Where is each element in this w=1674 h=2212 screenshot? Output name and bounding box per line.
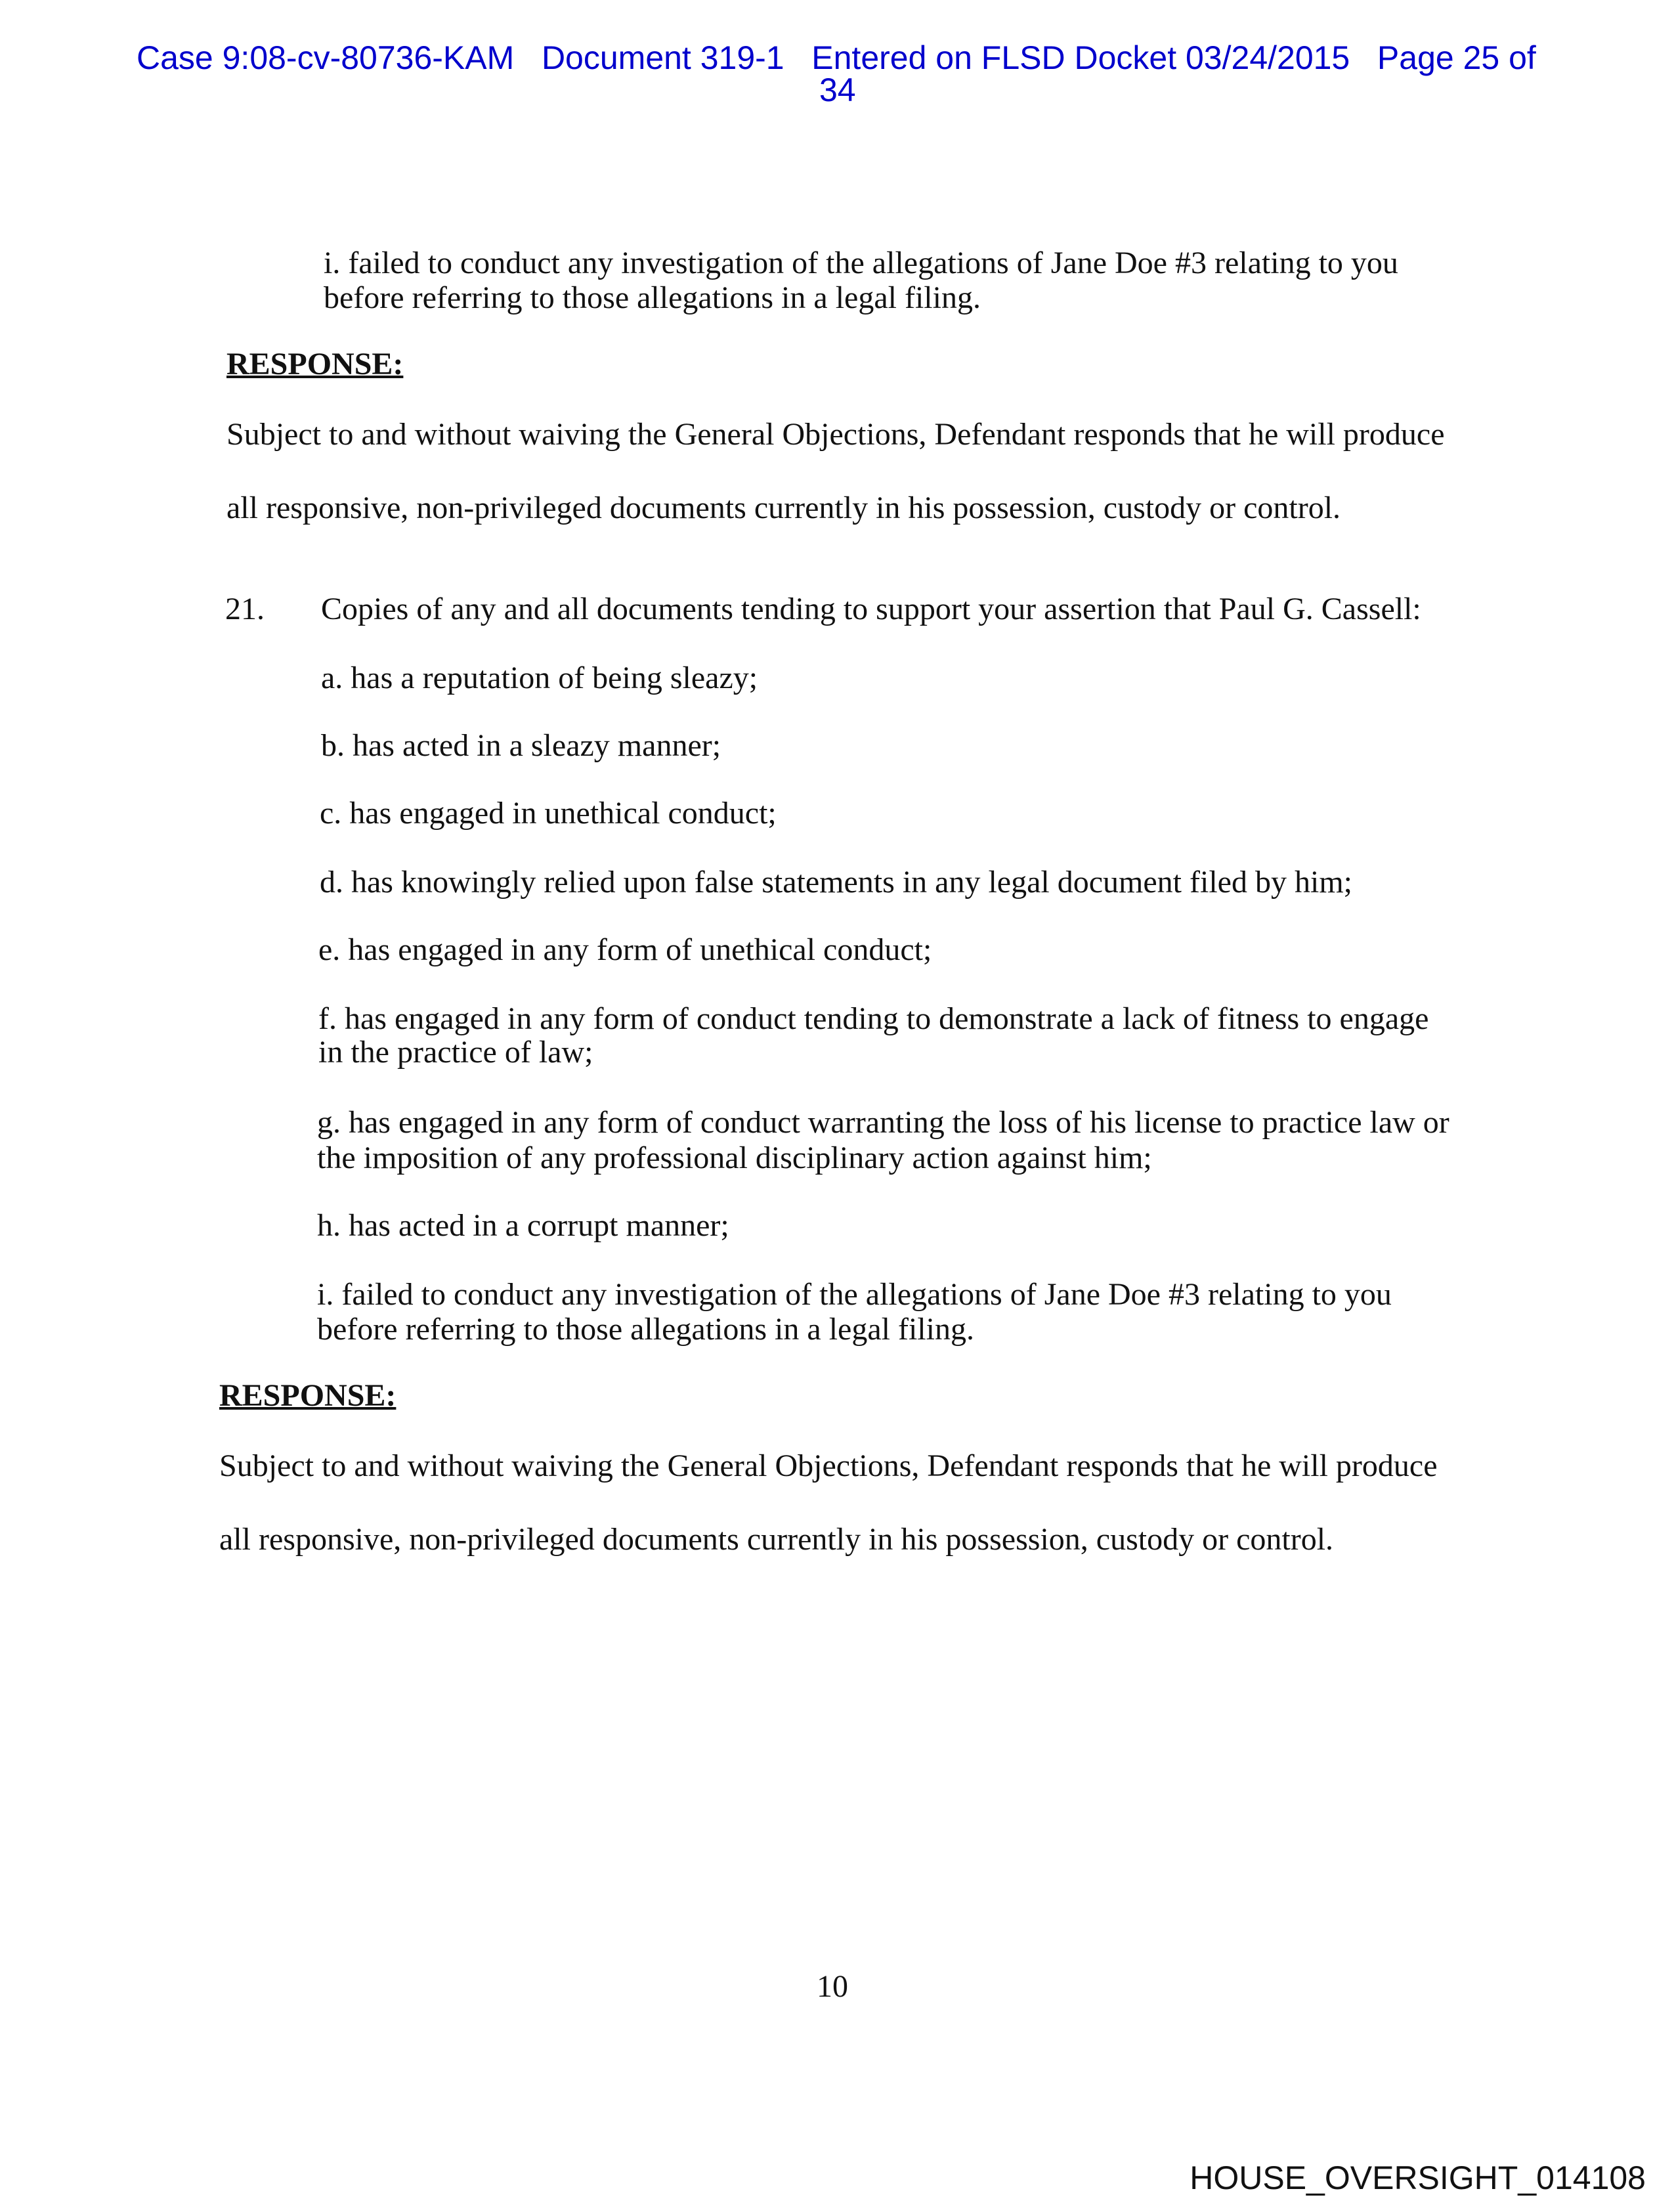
page-number: 10 (817, 1969, 848, 2004)
request-number: 21. (225, 592, 265, 626)
response-heading: RESPONSE: (226, 347, 404, 381)
request-item-a: a. has a reputation of being sleazy; (321, 661, 758, 695)
prev-item-i-line2: before referring to those allegations in a legal filing. (324, 280, 981, 315)
request-item-e: e. has engaged in any form of unethical conduct; (318, 932, 932, 967)
response-text-line1: Subject to and without waiving the General Objections, Defendant responds that he will produce (226, 417, 1445, 452)
request-item-c: c. has engaged in unethical conduct; (320, 796, 777, 831)
request-item-f-line2: in the practice of law; (318, 1035, 593, 1070)
request-item-g-line2: the imposition of any professional disciplinary action against him; (317, 1140, 1152, 1175)
response-heading: RESPONSE: (219, 1378, 397, 1413)
request-item-i-line2: before referring to those allegations in a legal filing. (317, 1312, 974, 1347)
request-item-i-line1: i. failed to conduct any investigation of the allegations of Jane Doe #3 relating to you (317, 1277, 1392, 1312)
request-item-h: h. has acted in a corrupt manner; (317, 1208, 729, 1243)
response-text-line1: Subject to and without waiving the General Objections, Defendant responds that he will produce (219, 1448, 1438, 1483)
prev-item-i-line1: i. failed to conduct any investigation of the allegations of Jane Doe #3 relating to you (324, 246, 1398, 280)
request-item-f-line1: f. has engaged in any form of conduct tending to demonstrate a lack of fitness to engage (318, 1001, 1429, 1036)
request-item-g-line1: g. has engaged in any form of conduct warranting the loss of his license to practice law or (317, 1105, 1449, 1140)
docket-header: Case 9:08-cv-80736-KAM Document 319-1 Entered on FLSD Docket 03/24/2015 Page 25 of (137, 39, 1536, 76)
request-item-d: d. has knowingly relied upon false statements in any legal document filed by him; (320, 865, 1352, 900)
response-text-line2: all responsive, non-privileged documents currently in his possession, custody or control. (226, 490, 1341, 525)
request-item-b: b. has acted in a sleazy manner; (321, 728, 721, 763)
docket-header-page-total: 34 (819, 72, 856, 108)
bates-number: HOUSE_OVERSIGHT_014108 (1190, 2159, 1646, 2196)
request-text: Copies of any and all documents tending to support your assertion that Paul G. Cassell: (321, 592, 1421, 626)
response-text-line2: all responsive, non-privileged documents currently in his possession, custody or control. (219, 1522, 1334, 1557)
